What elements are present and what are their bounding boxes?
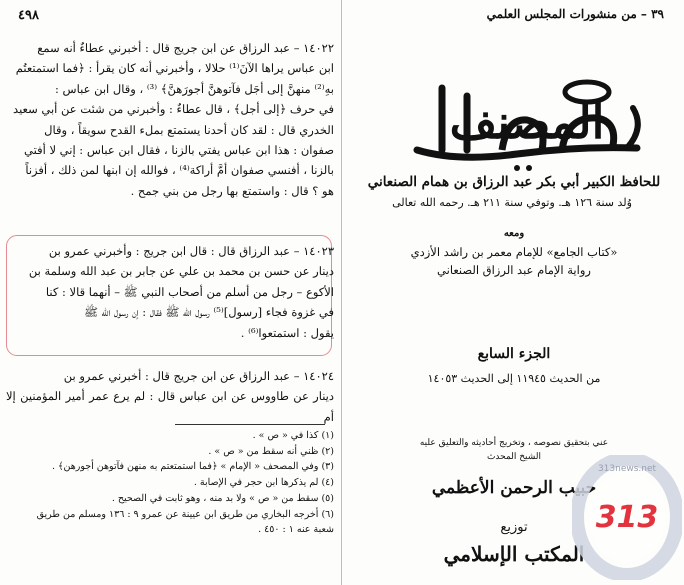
text-line: هو ؟ قال : واستمتع بها رجل من بني جمح . [130,183,334,198]
calligraphy-logo [397,58,657,178]
riwaya-line: رواية الإمام عبد الرزاق الصنعاني [437,263,591,277]
publisher-name: المكتب الإسلامي [443,542,585,566]
page-number: ٤٩٨ [18,8,39,23]
author-dates: وُلد سنة ١٢٦ هـ. وتوفي سنة ٢١١ هـ. رحمه الله تعالى [392,196,632,209]
tahqiq-title: الشيخ المحدث [486,452,542,462]
with-label: ومعه [503,228,525,239]
text-line: صفوان : هذا ابن عباس يفتي بالزنا ، فقال ابن عباس : إني لا أفتي [24,143,334,158]
text-line: الأكوع – رجل من أسلم من أصحاب النبي ﷺ – أنهما قالا : كنا [45,284,334,299]
tahqiq-line: عني بتحقيق نصوصه ، وتخريج أحاديثه والتعليق عليه [419,438,609,448]
hadith-14022 [6,38,334,201]
text-line: دينار عن طاووس عن ابن عباس قال : لم يرع عمر أمير المؤمنين إلا أم [6,389,334,424]
hadith-range: من الحديث ١١٩٤٥ إلى الحديث ١٤٠٥٣ [427,372,601,385]
watermark-icon [572,455,682,580]
footnotes [6,428,334,538]
footnote: شعبة عنه ١ : ٤٥٠ . [258,524,334,536]
distribution-label: توزيع [500,520,528,535]
footnote: (٤) لم يذكرها ابن حجر في الإصابة . [193,477,334,489]
text-line: الخدري قال : لقد كان أحدنا يستمتع بملء القدح سويقاً ، وقال [44,122,334,137]
text-line: ابن عباس يراها الآنَ⁽¹⁾ حلالا ، وأخبرني أنه كان يقرأ : ﴿فما استمتعتُم [15,61,334,76]
editor-name: حبيب الرحمن الأعظمي [431,478,597,498]
text-line: بالزنا ، أفنسي صفوان أمَّ أراكة⁽⁴⁾ ، فوالله إن ابنها لمن ذلك ، أفزناً [25,163,334,178]
watermark-stamp [572,455,682,580]
kitab-al-jami: «كتاب الجامع» للإمام معمر بن راشد الأزدي [410,245,618,259]
author-line: للحافظ الكبير أبي بكر عبد الرزاق بن همام الصنعاني [367,174,661,190]
footnote: (١) كذا في « ص » . [252,430,334,441]
text-line: دينار عن حسن بن محمد بن علي عن جابر بن عبد الله وسلمة بن [28,264,334,279]
hadith-14023 [6,241,334,343]
text-line: ١٤٠٢٣ – عبد الرزاق قال : قال ابن جريج : وأخبرني عمرو بن [48,244,334,258]
footnote: (٥) سقط من « ص » ولا بد منه ، وهو ثابت في الصحيح . [111,492,334,504]
series-header: ٣٩ – من منشورات المجلس العلمي [486,7,664,21]
text-line: يقول : استمتعوا⁽⁶⁾ . [240,325,334,340]
watermark-number: 313 [595,500,659,535]
text-line: في غزوة فجاء [رسول]⁽⁵⁾ رسول الله ﷺ فقال : إن رسول الله ﷺ [84,305,334,320]
footnote: (٦) أخرجه البخاري من طريق ابن عيينة عن عمرو ٩ : ١٣٦ ومسلم من طريق [36,508,334,520]
footnote-divider [175,424,325,425]
footnote: (٢) ظني أنه سقط من « ص » . [208,445,334,457]
footnote: (٣) وفي المصحف « الإمام » ﴿فما استمتعتم به منهن فآتوهن أجورهن﴾ . [51,461,334,473]
text-line: ١٤٠٢٢ – عبد الرزاق عن ابن جريج قال : أخبرني عطاءٌ أنه سمع [37,41,334,55]
hadith-14024 [6,366,334,427]
book-title-calligraphy [397,58,657,178]
watermark-site: 313news.net [597,464,657,474]
text-line: في حرف ﴿إلى أجل﴾ ، قال عطاءٌ : وأخبرني من شئت عن أبي سعيد [13,102,334,117]
text-line: بهِ⁽²⁾ منهنَّ إلى أجَل فآتوهنَّ أجورَهنَّ﴾ ⁽³⁾ ، وقال ابن عباس : [55,81,334,96]
right-page [342,0,684,585]
text-line: ١٤٠٢٤ – عبد الرزاق عن ابن جريج قال : أخبرني عمرو بن [63,369,334,383]
book-title: المصنف [449,95,605,149]
volume-label: الجزء السابع [477,346,551,362]
